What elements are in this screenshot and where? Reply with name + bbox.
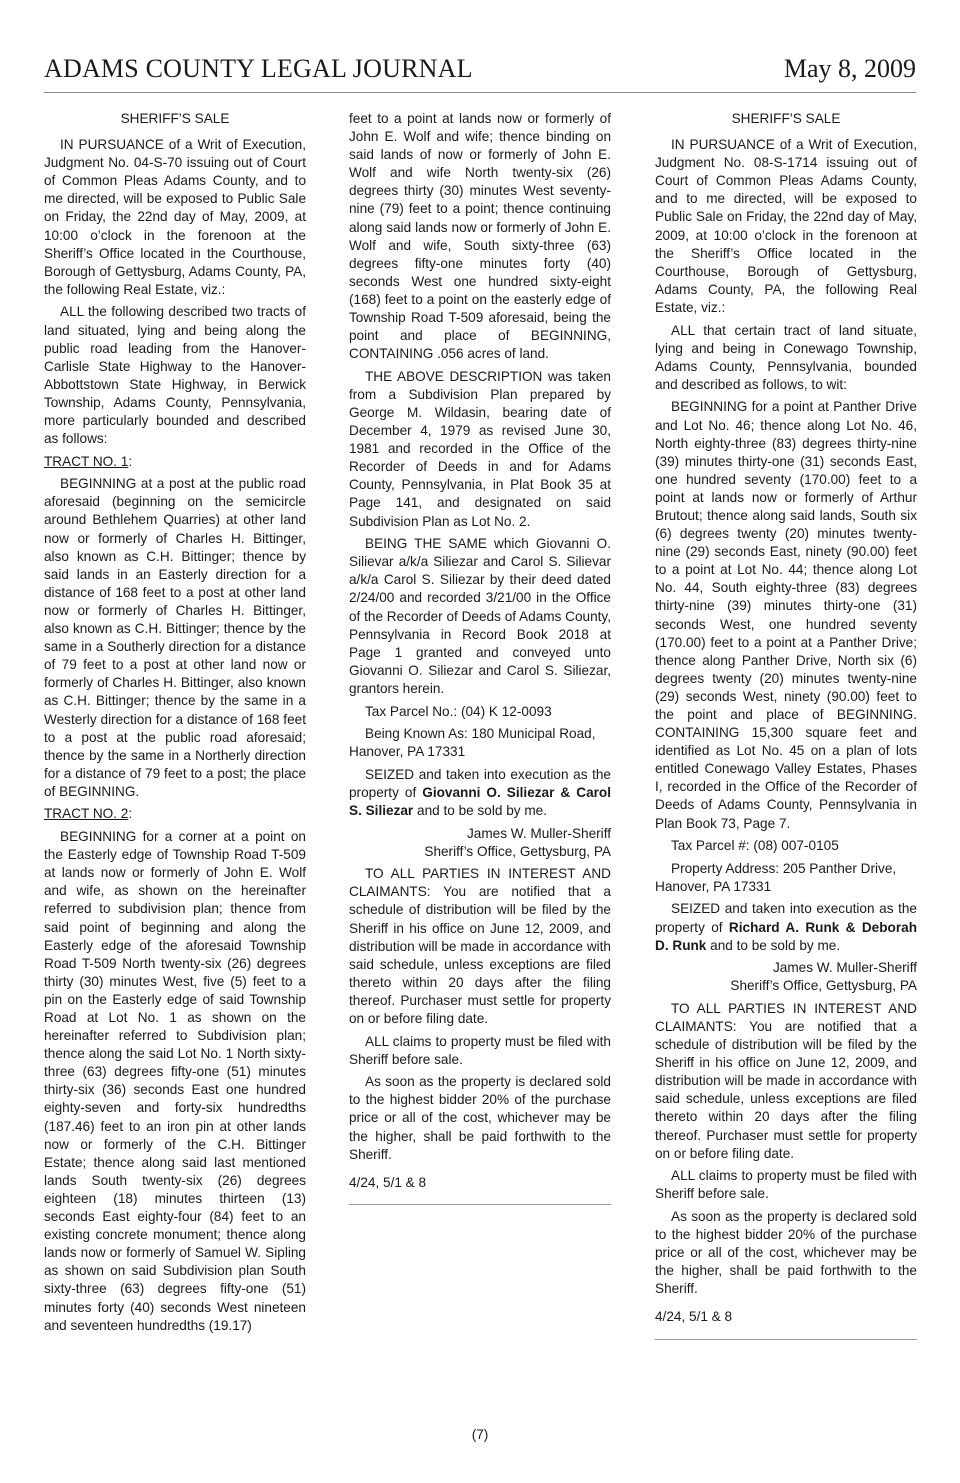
seizure-paragraph: SEIZED and taken into execution as the property of Giovanni O. Siliezar & Carol S. Siliezar and to be sold by me. (349, 766, 611, 818)
notice-divider (655, 1339, 917, 1340)
tract-heading: TRACT NO. 2: (44, 806, 133, 822)
column-middle (349, 110, 611, 1205)
notice-paragraph: IN PURSUANCE of a Writ of Execution, Judgment No. 04-S-70 issuing out of Court of Common Pleas Adams County, and to me directed, will be exposed to Public Sale on Friday, the 22nd day of May, 2009, at 10:00 o’clock in the forenoon at the Sheriff’s Office located in the Courthouse, Borough of Gettysburg, Adams County, PA, the following Real Estate, viz.: (44, 137, 306, 297)
issue-date: May 8, 2009 (783, 54, 916, 83)
tract-label: TRACT NO. 2 (44, 806, 129, 822)
header-divider (44, 92, 916, 93)
notice-paragraph: As soon as the property is declared sold to the highest bidder 20% of the purchase price or all of the cost, whichever may be the higher, shall be paid forthwith to the Sheriff. (349, 1074, 611, 1162)
notice-paragraph: ALL claims to property must be filed with Sheriff before sale. (349, 1033, 611, 1067)
sheriff-office: Sheriff’s Office, Gettysburg, PA (424, 843, 611, 859)
notice-heading: SHERIFF’S SALE (731, 111, 841, 126)
defendant-names: Richard A. Runk & Deborah D. Runk (655, 919, 917, 953)
publication-dates: 4/24, 5/1 & 8 (349, 1174, 427, 1190)
journal-title: ADAMS COUNTY LEGAL JOURNAL (44, 54, 473, 83)
notice-heading: SHERIFF’S SALE (120, 111, 230, 126)
defendant-names: Giovanni O. Siliezar & Carol S. Siliezar (349, 784, 611, 818)
notice-divider (349, 1204, 611, 1205)
notice-paragraph: ALL the following described two tracts of land situated, lying and being along the public road leading from the Hanover-Carlisle State Highway to the Hanover-Abbottstown State Highway, in Berwick Township, Adams County, Pennsylvania, more particularly bounded and described as follows: (44, 304, 306, 447)
seizure-paragraph: SEIZED and taken into execution as the property of Richard A. Runk & Deborah D. Runk and to be sold by me. (655, 901, 917, 953)
notice-paragraph: ALL claims to property must be filed with Sheriff before sale. (655, 1168, 917, 1202)
tax-parcel: Tax Parcel No.: (04) K 12-0093 (365, 703, 552, 719)
column-right (655, 110, 917, 1340)
notice-paragraph: BEGINNING for a point at Panther Drive and Lot No. 46; thence along Lot No. 46, North eighty-three (83) degrees thirty-nine (39) minutes thirty-one (31) seconds East, one hundred seventy (170.00) feet to a point at lands now or formerly of Arthur Brutout; thence along said lands, South six (6) degrees twenty (20) minutes twenty-nine (29) seconds East, ninety (90.00) feet to a point at Lot No. 44; thence along Lot No. 44, South eighty-three (83) degrees thirty-nine (39) minutes thirty-one (31) seconds West, one hundred seventy (170.00) feet to a point at a Panther Drive; thence along Panther Drive, North six (6) degrees twenty (20) minutes twenty-nine (29) seconds West, ninety (90.00) feet to the point and place of BEGINNING. CONTAINING 15,300 square feet and identified as Lot No. 45 on a plan of lots entitled Conewago Valley Estates, Phases I, recorded in the Office of the Recorder of Deeds of Adams County, Pennsylvania in Plan Book 73, Page 7. (655, 399, 917, 831)
notice-paragraph: BEING THE SAME which Giovanni O. Silievar a/k/a Siliezar and Carol S. Silievar a/k/a Carol S. Siliezar by their deed dated 2/24/00 and recorded 3/21/00 in the Office of the Recorder of Deeds of Adams County, Pennsylvania in Record Book 2018 at Page 1 granted and conveyed unto Giovanni O. Siliezar and Carol S. Siliezar, grantors herein. (349, 536, 611, 696)
property-address: Property Address: 205 Panther Drive, Hanover, PA 17331 (655, 860, 897, 894)
publication-dates: 4/24, 5/1 & 8 (655, 1309, 733, 1325)
notice-paragraph: THE ABOVE DESCRIPTION was taken from a Subdivision Plan prepared by George M. Wildasin, bearing date of December 4, 1979 as revised June 30, 1981 and recorded in the Office of the Recorder of Deeds in and for Adams County, Pennsylvania, in Plat Book 35 at Page 141, and designated on said Subdivision Plan as Lot No. 2. (349, 368, 611, 529)
notice-paragraph: IN PURSUANCE of a Writ of Execution, Judgment No. 08-S-1714 issuing out of Court of Common Pleas Adams County, and to me directed, will be exposed to Public Sale on Friday, the 22nd day of May, 2009, at 10:00 o’clock in the forenoon at the Sheriff’s Office located in the Courthouse, Borough of Gettysburg, Adams County, PA, the following Real Estate, viz.: (655, 137, 917, 315)
notice-paragraph: ALL that certain tract of land situate, lying and being in Conewago Township, Adams County, Pennsylvania, bounded and described as follows, to wit: (655, 322, 917, 392)
property-address: Being Known As: 180 Municipal Road, Hanover, PA 17331 (349, 726, 596, 760)
page-header (44, 50, 916, 90)
notice-paragraph: BEGINNING for a corner at a point on the Easterly edge of Township Road T-509 at lands now or formerly of John E. Wolf and wife, as shown on the hereinafter referred to subdivision plan; thence from said point of beginning and along the Easterly edge of the aforesaid Township Road T-509 North twenty-six (26) degrees thirty (30) minutes West, five (5) feet to a pin on the Easterly edge of said Township Road at Lot No. 1 as shown on the hereinafter referred to Subdivision plan; thence along the said Lot No. 1 North sixty-three (63) degrees fifty-one (51) minutes thirty-six (36) seconds East one hundred eighty-seven and forty-six hundredths (187.46) feet to an iron pin at other lands now or formerly of the C.H. Bittinger Estate; thence along said last mentioned lands South twenty-six (26) degrees eighteen (18) minutes thirteen (13) seconds East eighty-four (84) feet to an existing concrete monument; thence along lands now or formerly of Samuel W. Sipling as shown on said Subdivision plan South sixty-three (63) degrees fifty-one (51) minutes forty (40) seconds West nineteen and seventeen hundredths (19.17) (44, 829, 306, 1333)
notice-paragraph: TO ALL PARTIES IN INTEREST AND CLAIMANTS: You are notified that a schedule of distribution will be filed by the Sheriff in his office on June 12, 2009, and distribution will be made in accordance with said schedule, unless exceptions are filed thereto within 20 days after the filing thereof. Purchaser must settle for property on or before filing date. (349, 866, 611, 1026)
tax-parcel: Tax Parcel #: (08) 007-0105 (671, 838, 839, 854)
tract-label: TRACT NO. 1 (44, 453, 129, 469)
notice-paragraph: feet to a point at lands now or formerly of John E. Wolf and wife; thence binding on said lands of now or formerly of John E. Wolf and wife North twenty-six (26) degrees thirty (30) minutes West seventy-nine (79) feet to a point; thence continuing along said lands now or formerly of John E. Wolf and wife, South sixty-three (63) degrees fifty-one minutes forty (40) seconds West one hundred sixty-eight (168) feet to a point on the easterly edge of Township Road T-509 aforesaid, being the point and place of BEGINNING, CONTAINING .056 acres of land. (349, 111, 611, 362)
notice-paragraph: As soon as the property is declared sold to the highest bidder 20% of the purchase price or all of the cost, whichever may be the higher, shall be paid forthwith to the Sheriff. (655, 1208, 917, 1297)
notice-paragraph: TO ALL PARTIES IN INTEREST AND CLAIMANTS: You are notified that a schedule of distribution will be filed by the Sheriff in his office on June 12, 2009, and distribution will be made in accordance with said schedule, unless exceptions are filed thereto within 20 days after the filing thereof. Purchaser must settle for property on or before filing date. (655, 1000, 917, 1161)
page-number: (7) (471, 1427, 489, 1442)
tract-heading: TRACT NO. 1: (44, 453, 133, 469)
notice-paragraph: BEGINNING at a post at the public road aforesaid (beginning on the semicircle around Bethlehem Quarries) at other land now or formerly of Charles H. Bittinger, also known as C.H. Bittinger; thence by said lands in an Easterly direction for a distance of 168 feet to a post at other land now or formerly of Charles H. Bittinger, also known as C.H. Bittinger; thence by the same in a Southerly direction for a distance of 79 feet to a post at other land now or formerly of Charles H. Bittinger, also known as C.H. Bittinger; thence by the same in a Westerly direction for a distance of 168 feet to a post at the public road aforesaid; thence by the same in a Northerly direction for a distance of 79 feet to a post; the place of BEGINNING. (44, 476, 306, 799)
column-left (44, 110, 306, 1339)
sheriff-office: Sheriff’s Office, Gettysburg, PA (730, 978, 917, 994)
sheriff-signature: James W. Muller-Sheriff (466, 825, 611, 841)
sheriff-signature: James W. Muller-Sheriff (772, 960, 917, 976)
